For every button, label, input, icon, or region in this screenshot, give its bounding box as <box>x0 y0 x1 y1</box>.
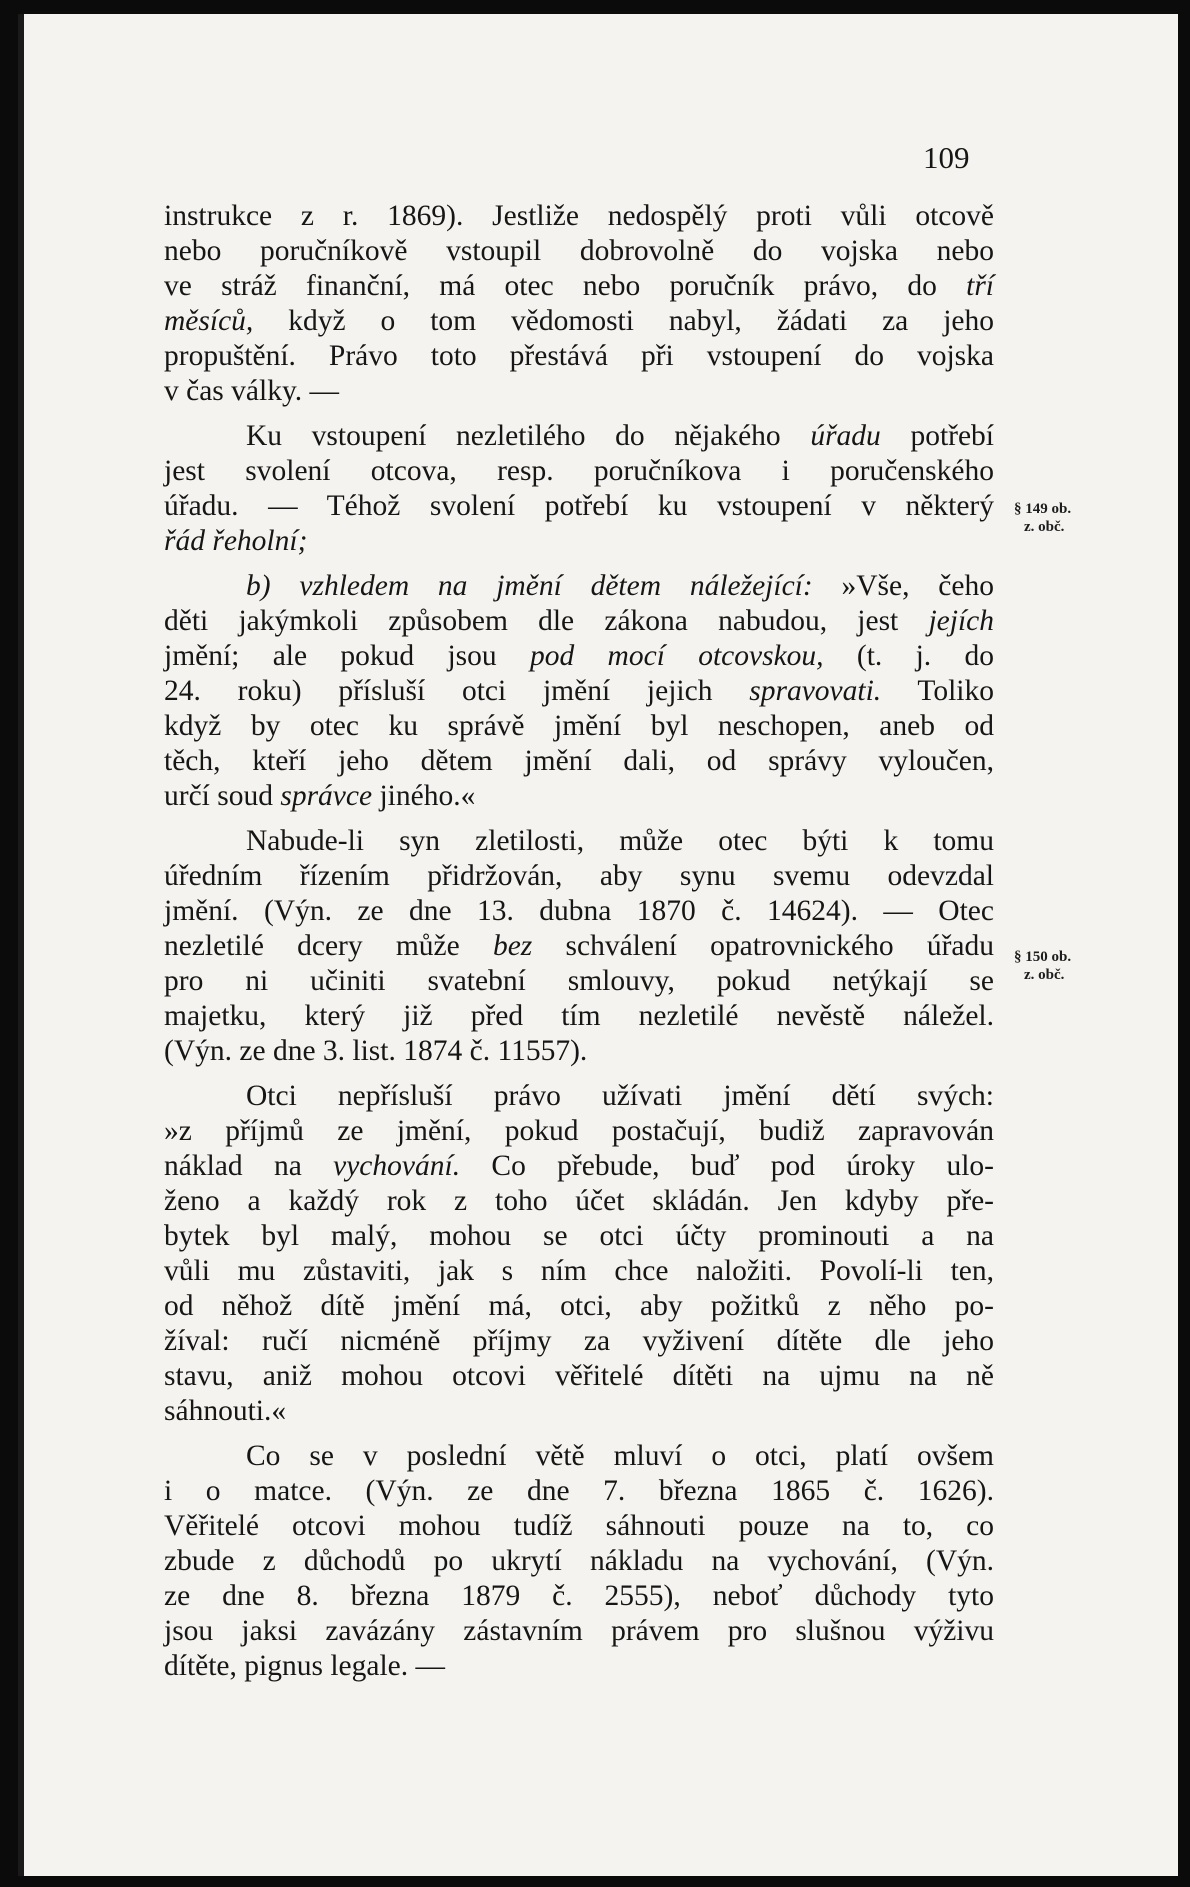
text-line <box>164 674 994 709</box>
text-run: žíval: ručí nicméně příjmy za vyživení dítěte dle jeho <box>164 1325 994 1357</box>
text-line <box>164 524 994 559</box>
paragraph <box>164 824 994 1069</box>
text-line <box>164 1324 994 1359</box>
text-run: pod mocí otcovskou, <box>529 640 824 672</box>
text-line <box>164 964 994 999</box>
text-run: Co se v poslední větě mluví o otci, platí ovšem <box>246 1440 994 1472</box>
text-run: dítěte, pignus legale. — <box>164 1650 445 1682</box>
text-run: tří <box>966 270 994 302</box>
text-run: schválení opatrovnického úřadu <box>532 930 994 962</box>
text-line <box>164 1614 994 1649</box>
text-line <box>164 744 994 779</box>
text-line <box>164 199 994 234</box>
text-run: nebo poručníkově vstoupil dobrovolně do vojska nebo <box>164 235 994 267</box>
text-run: úřadu <box>810 420 881 452</box>
margin-note-150 <box>1014 948 1071 984</box>
text-line <box>164 824 994 859</box>
text-line <box>164 604 994 639</box>
text-run: od něhož dítě jmění má, otci, aby požitků z něho po- <box>164 1290 994 1322</box>
text-line <box>164 779 994 814</box>
text-line <box>164 1184 994 1219</box>
text-run: jiného.« <box>372 780 476 812</box>
paragraph <box>164 199 994 409</box>
text-run: propuštění. Právo toto přestává při vstoupení do vojska <box>164 340 994 372</box>
text-run: řád řeholní; <box>164 525 308 557</box>
text-run: majetku, který již před tím nezletilé nevěstě náležel. <box>164 1000 994 1032</box>
margin-note-line: z. obč. <box>1024 519 1065 535</box>
text-line <box>164 1289 994 1324</box>
text-run: spravovati. <box>749 675 882 707</box>
text-run: bez <box>492 930 533 962</box>
text-line <box>164 1079 994 1114</box>
text-run: Co přebude, buď pod úroky ulo- <box>460 1150 994 1182</box>
text-line <box>164 304 994 339</box>
binding-edge <box>18 14 24 1876</box>
text-line <box>164 419 994 454</box>
text-run: úředním řízením přidržován, aby synu svemu odevzdal <box>164 860 994 892</box>
text-run: určí soud <box>164 780 281 812</box>
text-run: měsíců, <box>164 305 254 337</box>
text-run: ze dne 8. března 1879 č. 2555), neboť důchody tyto <box>164 1580 994 1612</box>
text-run: zbude z důchodů po ukrytí nákladu na vychování, (Výn. <box>164 1545 994 1577</box>
text-run: vůli mu zůstaviti, jak s ním chce naložiti. Povolí-li ten, <box>164 1255 994 1287</box>
text-line <box>164 1439 994 1474</box>
text-run: správce <box>280 780 373 812</box>
margin-note-line: z. obč. <box>1024 967 1065 983</box>
text-run: Ku vstoupení nezletilého do nějakého <box>246 420 811 452</box>
text-run: nezletilé dcery může <box>164 930 493 962</box>
text-run: (Výn. ze dne 3. list. 1874 č. 11557). <box>164 1035 588 1067</box>
text-line <box>164 859 994 894</box>
text-line <box>164 929 994 964</box>
text-line <box>164 339 994 374</box>
text-run: když by otec ku správě jmění byl neschopen, aneb od <box>164 710 994 742</box>
margin-note-line: § 149 ob. <box>1014 501 1072 517</box>
text-run: vychování. <box>333 1150 461 1182</box>
text-run: Věřitelé otcovi mohou tudíž sáhnouti pouze na to, co <box>164 1510 994 1542</box>
text-run: »Vše, čeho <box>812 570 994 602</box>
body-text <box>164 199 994 1684</box>
text-line <box>164 1034 994 1069</box>
text-run: instrukce z r. 1869). Jestliže nedospělý proti vůli otcově <box>164 200 994 232</box>
text-run: úřadu. — Téhož svolení potřebí ku vstoupení v některý <box>164 490 994 522</box>
margin-note-149 <box>1014 500 1071 536</box>
page-number: 109 <box>923 140 970 175</box>
paragraph <box>164 569 994 814</box>
text-run: potřebí <box>880 420 995 452</box>
text-line <box>164 1149 994 1184</box>
text-run: »z příjmů ze jmění, pokud postačují, budiž zapravován <box>164 1115 994 1147</box>
text-run: jsou jaksi zavázány zástavním právem pro slušnou výživu <box>164 1615 994 1647</box>
text-run: Otci nepřísluší právo užívati jmění dětí svých: <box>246 1080 994 1112</box>
text-line <box>164 454 994 489</box>
text-line <box>164 1474 994 1509</box>
text-line <box>164 894 994 929</box>
text-line <box>164 1219 994 1254</box>
text-run: (t. j. do <box>823 640 994 672</box>
text-run: ve stráž finanční, má otec nebo poručník právo, do <box>164 270 967 302</box>
paragraph <box>164 1079 994 1429</box>
text-line <box>164 709 994 744</box>
text-line <box>164 489 994 524</box>
text-line <box>164 569 994 604</box>
text-line <box>164 269 994 304</box>
text-run: Toliko <box>881 675 994 707</box>
text-run: v čas války. — <box>164 375 340 407</box>
text-run: pro ni učiniti svatební smlouvy, pokud netýkají se <box>164 965 994 997</box>
text-line <box>164 1114 994 1149</box>
text-line <box>164 1359 994 1394</box>
text-run: sáhnouti.« <box>164 1395 287 1427</box>
book-page <box>18 14 1178 1876</box>
margin-note-line: § 150 ob. <box>1014 949 1072 965</box>
text-run: jmění; ale pokud jsou <box>164 640 530 672</box>
text-run: když o tom vědomosti nabyl, žádati za jeho <box>253 305 994 337</box>
text-line <box>164 1509 994 1544</box>
text-line <box>164 234 994 269</box>
text-run: jmění. (Výn. ze dne 13. dubna 1870 č. 14624). — Otec <box>164 895 994 927</box>
text-line <box>164 639 994 674</box>
text-line <box>164 1649 994 1684</box>
text-line <box>164 1544 994 1579</box>
text-run: bytek byl malý, mohou se otci účty prominouti a na <box>164 1220 994 1252</box>
text-run: 24. roku) přísluší otci jmění jejich <box>164 675 750 707</box>
text-run: děti jakýmkoli způsobem dle zákona nabudou, jest <box>164 605 929 637</box>
text-run: ženo a každý rok z toho účet skládán. Jen kdyby pře- <box>164 1185 994 1217</box>
paragraph <box>164 1439 994 1684</box>
text-run: b) vzhledem na jmění dětem náležející: <box>246 570 813 602</box>
text-line <box>164 1254 994 1289</box>
text-run: Nabude-li syn zletilosti, může otec býti k tomu <box>246 825 994 857</box>
text-run: jest svolení otcova, resp. poručníkova i poručenského <box>164 455 994 487</box>
text-line <box>164 1394 994 1429</box>
text-line <box>164 374 994 409</box>
paragraph <box>164 419 994 559</box>
text-line <box>164 1579 994 1614</box>
text-line <box>164 999 994 1034</box>
text-run: těch, kteří jeho dětem jmění dali, od správy vyloučen, <box>164 745 994 777</box>
text-run: jejích <box>928 605 994 637</box>
text-run: náklad na <box>164 1150 334 1182</box>
text-run: i o matce. (Výn. ze dne 7. března 1865 č. 1626). <box>164 1475 994 1507</box>
text-run: stavu, aniž mohou otcovi věřitelé dítěti na ujmu na ně <box>164 1360 994 1392</box>
